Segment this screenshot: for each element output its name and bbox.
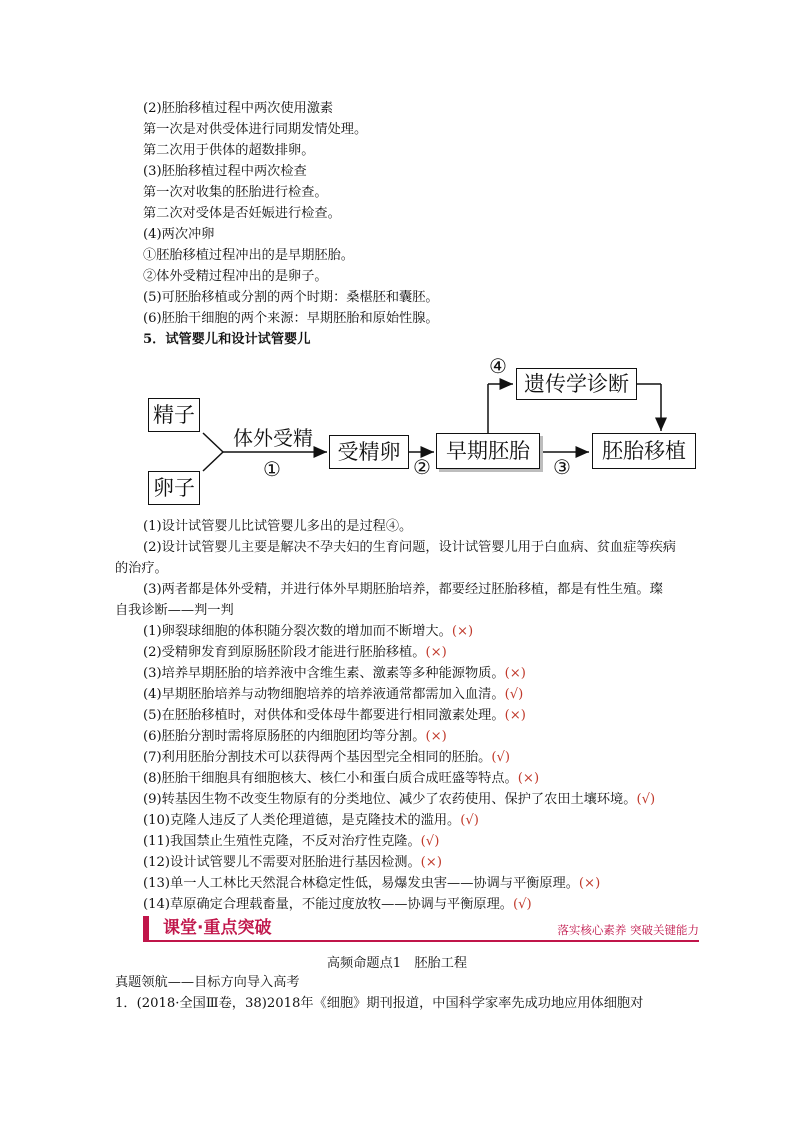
judgment-item: (12)设计试管婴儿不需要对胚胎进行基因检测。(×)	[143, 855, 442, 870]
self-diagnosis-heading: 自我诊断——判一判	[115, 603, 234, 618]
section-banner	[143, 916, 699, 942]
judgment-item: (5)在胚胎移植时，对供体和受体母牛都要进行相同激素处理。(×)	[143, 708, 526, 723]
item-4-first: ①胚胎移植过程冲出的是早期胚胎。	[143, 248, 354, 263]
bracket-upper	[203, 433, 223, 452]
egg-box: 卵子	[148, 471, 200, 505]
judgment-mark: (√)	[512, 897, 532, 912]
judgment-mark: (√)	[636, 792, 656, 807]
judgment-mark: (√)	[504, 687, 524, 702]
step-4-label: ④	[489, 354, 507, 378]
item-3-first: 第一次对收集的胚胎进行检查。	[143, 185, 328, 200]
judgment-mark: (×)	[504, 708, 526, 723]
banner-subtitle: 落实核心素养 突破关键能力	[557, 923, 699, 937]
note-2: (2)设计试管婴儿主要是解决不孕夫妇的生育问题，设计试管婴儿用于白血病、贫血症等疾病	[143, 540, 676, 555]
section-5-heading: 5．试管婴儿和设计试管婴儿	[143, 332, 311, 347]
judgment-item: (9)转基因生物不改变生物原有的分类地位、减少了农药使用、保护了农田土壤环境。(√)	[143, 792, 656, 807]
subheading: 真题领航——目标方向导入高考	[115, 975, 300, 990]
judgment-item: (7)利用胚胎分割技术可以获得两个基因型完全相同的胚胎。(√)	[143, 750, 511, 765]
judgment-item: (14)草原确定合理载畜量，不能过度放牧——协调与平衡原理。(√)	[143, 897, 532, 912]
item-5: (5)可胚胎移植或分割的两个时期：桑椹胚和囊胚。	[143, 290, 439, 305]
judgment-mark: (×)	[578, 876, 601, 891]
step-1-label: ①	[263, 457, 281, 481]
judgment-item: (10)克隆人违反了人类伦理道德，是克隆技术的滥用。(√)	[143, 813, 479, 828]
bracket-lower	[203, 452, 223, 471]
genetic-diagnosis-box: 遗传学诊断	[516, 368, 637, 400]
judgment-mark: (×)	[425, 729, 447, 744]
note-3: (3)两者都是体外受精，并进行体外早期胚胎培养，都要经过胚胎移植，都是有性生殖。璨	[143, 582, 663, 597]
judgment-mark: (√)	[420, 834, 440, 849]
sperm-box: 精子	[148, 398, 200, 432]
embryo-transfer-box: 胚胎移植	[592, 433, 696, 469]
question-1: 1．(2018·全国Ⅲ卷，38)2018年《细胞》期刊报道，中国科学家率先成功地应用体细胞对	[115, 996, 644, 1011]
item-3-heading: (3)胚胎移植过程中两次检查	[143, 164, 307, 179]
judgment-item: (13)单一人工林比天然混合林稳定性低，易爆发虫害——协调与平衡原理。(×)	[143, 876, 601, 891]
judgment-mark: (√)	[460, 813, 479, 828]
judgment-mark: (×)	[425, 645, 447, 660]
judgment-mark: (×)	[517, 771, 540, 786]
item-3-second: 第二次对受体是否妊娠进行检查。	[143, 206, 341, 221]
judgment-mark: (√)	[491, 750, 511, 765]
item-2-heading: (2)胚胎移植过程中两次使用激素	[143, 101, 334, 116]
banner-rule	[143, 940, 699, 942]
fertilization-label: 体外受精	[233, 426, 313, 450]
item-6: (6)胚胎干细胞的两个来源：早期胚胎和原始性腺。	[143, 311, 439, 326]
item-4-heading: (4)两次冲卵	[143, 227, 215, 242]
judgment-item: (1)卵裂球细胞的体积随分裂次数的增加而不断增大。(×)	[143, 624, 474, 639]
early-embryo-box: 早期胚胎	[436, 433, 540, 469]
judgment-item: (6)胚胎分割时需将原肠胚的内细胞团均等分割。(×)	[143, 729, 447, 744]
note-2-cont: 的治疗。	[115, 561, 168, 576]
item-2-first: 第一次是对供受体进行同期发情处理。	[143, 122, 368, 137]
judgment-mark: (×)	[420, 855, 442, 870]
judgment-item: (11)我国禁止生殖性克隆，不反对治疗性克隆。(√)	[143, 834, 440, 849]
judgment-mark: (×)	[504, 666, 526, 681]
judgment-item: (2)受精卵发育到原肠胚阶段才能进行胚胎移植。(×)	[143, 645, 447, 660]
topic-title: 高频命题点1 胚胎工程	[326, 956, 468, 971]
banner-title: 课堂·重点突破	[143, 916, 281, 940]
item-4-second: ②体外受精过程冲出的是卵子。	[143, 269, 328, 284]
judgment-item: (4)早期胚胎培养与动物细胞培养的培养液通常都需加入血清。(√)	[143, 687, 524, 702]
step-2-label: ②	[413, 455, 431, 479]
judgment-item: (3)培养早期胚胎的培养液中含维生素、激素等多种能源物质。(×)	[143, 666, 526, 681]
zygote-box: 受精卵	[329, 435, 409, 469]
ivf-flow-diagram	[143, 354, 703, 508]
note-1: (1)设计试管婴儿比试管婴儿多出的是过程④。	[143, 519, 413, 534]
item-2-second: 第二次用于供体的超数排卵。	[143, 143, 315, 158]
judgment-mark: (×)	[451, 624, 474, 639]
step-3-label: ③	[553, 455, 571, 479]
judgment-item: (8)胚胎干细胞具有细胞核大、核仁小和蛋白质合成旺盛等特点。(×)	[143, 771, 540, 786]
